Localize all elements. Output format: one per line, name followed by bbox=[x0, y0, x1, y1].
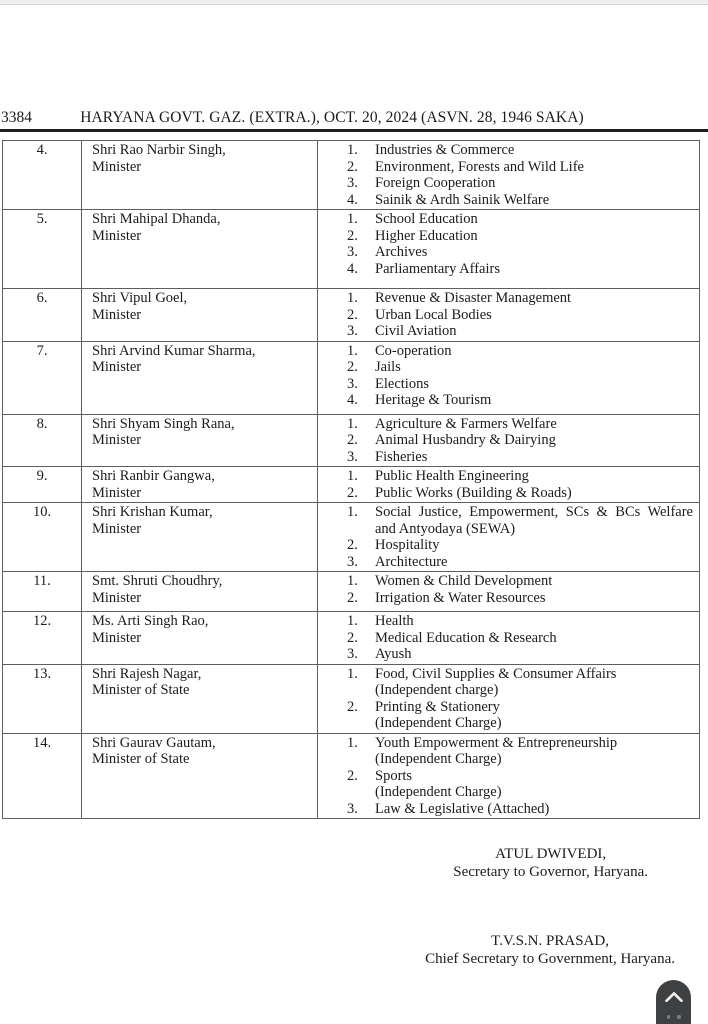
portfolio-number: 2. bbox=[347, 306, 358, 323]
minister-designation: Minister bbox=[92, 359, 142, 375]
minister-designation: Minister bbox=[92, 432, 142, 448]
portfolio-item bbox=[318, 573, 693, 590]
portfolio-number: 2. bbox=[347, 698, 358, 715]
minister-designation: Minister bbox=[92, 484, 142, 501]
minister-name-cell bbox=[82, 289, 318, 342]
portfolios-cell bbox=[318, 503, 700, 572]
scroll-to-top-button[interactable] bbox=[656, 980, 691, 1024]
signatory-name: ATUL DWIVEDI, bbox=[495, 846, 607, 862]
portfolio-text: Co-operation bbox=[375, 342, 452, 359]
portfolio-text: Architecture bbox=[375, 553, 448, 570]
signature-block bbox=[453, 846, 648, 881]
portfolios-cell bbox=[318, 414, 700, 467]
portfolio-item bbox=[318, 735, 693, 768]
minister-name-cell bbox=[82, 612, 318, 665]
signatory-title: Secretary to Governor, Haryana. bbox=[453, 863, 648, 880]
table-row bbox=[3, 503, 700, 572]
portfolio-number: 3. bbox=[347, 175, 358, 191]
portfolio-item bbox=[318, 630, 693, 647]
portfolio-number: 2. bbox=[347, 629, 358, 646]
portfolio-item bbox=[318, 211, 693, 228]
minister-name: Shri Mahipal Dhanda, bbox=[92, 211, 221, 227]
minister-name-cell bbox=[82, 210, 318, 289]
minister-name-cell bbox=[82, 141, 318, 210]
minister-name: Shri Arvind Kumar Sharma, bbox=[92, 342, 256, 359]
minister-name-cell bbox=[82, 664, 318, 733]
row-number-cell: 8. bbox=[3, 414, 82, 467]
row-number-cell: 12. bbox=[3, 612, 82, 665]
portfolio-text: Health bbox=[375, 613, 414, 629]
portfolio-number: 1. bbox=[347, 342, 358, 359]
row-number-cell: 10. bbox=[3, 503, 82, 572]
portfolio-text: Public Works (Building & Roads) bbox=[375, 484, 572, 501]
minister-designation: Minister of State bbox=[92, 682, 190, 698]
portfolio-number: 2. bbox=[347, 158, 358, 175]
portfolio-item bbox=[318, 801, 693, 818]
minister-name: Shri Shyam Singh Rana, bbox=[92, 415, 235, 432]
portfolio-item bbox=[318, 613, 693, 630]
minister-name: Shri Vipul Goel, bbox=[92, 290, 188, 306]
portfolio-text: Foreign Cooperation bbox=[375, 175, 496, 191]
table-row bbox=[3, 341, 700, 414]
portfolio-number: 4. bbox=[347, 191, 358, 208]
portfolio-number: 2. bbox=[347, 227, 358, 244]
portfolio-text: Revenue & Disaster Management bbox=[375, 290, 572, 306]
portfolio-number: 2. bbox=[347, 589, 358, 606]
portfolio-item bbox=[318, 323, 693, 340]
portfolios-cell bbox=[318, 733, 700, 819]
portfolio-item bbox=[318, 449, 693, 466]
portfolios-cell bbox=[318, 341, 700, 414]
portfolio-number: 1. bbox=[347, 142, 358, 158]
portfolio-number: 3. bbox=[347, 646, 358, 662]
portfolio-number: 1. bbox=[347, 613, 358, 629]
row-number-cell: 14. bbox=[3, 733, 82, 819]
viewer-top-edge bbox=[0, 0, 708, 5]
portfolio-number: 2. bbox=[347, 359, 358, 375]
minister-name-cell bbox=[82, 414, 318, 467]
row-number-cell: 13. bbox=[3, 664, 82, 733]
portfolio-text: Ayush bbox=[375, 646, 412, 662]
row-number-cell: 9. bbox=[3, 467, 82, 503]
table-row bbox=[3, 664, 700, 733]
minister-name: Shri Gaurav Gautam, bbox=[92, 734, 216, 751]
portfolio-text: Jails bbox=[375, 359, 401, 375]
portfolios-cell bbox=[318, 141, 700, 210]
portfolio-number: 3. bbox=[347, 553, 358, 570]
minister-designation: Minister bbox=[92, 629, 142, 646]
portfolio-text: School Education bbox=[375, 211, 478, 227]
portfolio-item bbox=[318, 159, 693, 176]
portfolio-text: Irrigation & Water Resources bbox=[375, 589, 546, 606]
portfolio-item bbox=[318, 261, 693, 278]
portfolio-text: Animal Husbandry & Dairying bbox=[375, 432, 556, 448]
dots-icon bbox=[667, 1015, 681, 1019]
table-row bbox=[3, 141, 700, 210]
portfolio-text: Agriculture & Farmers Welfare bbox=[375, 415, 557, 432]
portfolios-cell bbox=[318, 210, 700, 289]
portfolio-item bbox=[318, 432, 693, 449]
portfolio-item bbox=[318, 537, 693, 554]
portfolio-item bbox=[318, 768, 693, 801]
portfolio-number: 4. bbox=[347, 392, 358, 408]
portfolio-number: 4. bbox=[347, 260, 358, 277]
minister-designation: Minister bbox=[92, 306, 142, 323]
signatory-name: T.V.S.N. PRASAD, bbox=[491, 933, 609, 949]
portfolio-item bbox=[318, 343, 693, 360]
minister-designation: Minister bbox=[92, 520, 142, 537]
minister-designation: Minister bbox=[92, 589, 142, 606]
portfolio-number: 2. bbox=[347, 537, 358, 553]
portfolio-item bbox=[318, 175, 693, 192]
row-number-cell: 5. bbox=[3, 210, 82, 289]
portfolio-number: 3. bbox=[347, 323, 358, 339]
portfolio-item bbox=[318, 290, 693, 307]
row-number-cell: 4. bbox=[3, 141, 82, 210]
header-rule bbox=[0, 129, 708, 132]
portfolio-item bbox=[318, 244, 693, 261]
portfolio-item bbox=[318, 392, 693, 409]
portfolio-item bbox=[318, 307, 693, 324]
minister-name-cell bbox=[82, 467, 318, 503]
table-row bbox=[3, 210, 700, 289]
row-number-cell: 7. bbox=[3, 341, 82, 414]
portfolio-number: 1. bbox=[347, 665, 358, 682]
portfolio-number: 2. bbox=[347, 484, 358, 501]
portfolio-text: Public Health Engineering bbox=[375, 468, 529, 484]
portfolio-number: 1. bbox=[347, 504, 358, 520]
portfolio-number: 3. bbox=[347, 244, 358, 260]
table-row bbox=[3, 733, 700, 819]
minister-name-cell bbox=[82, 503, 318, 572]
page-header bbox=[0, 108, 708, 127]
portfolio-number: 3. bbox=[347, 800, 358, 817]
minister-name: Ms. Arti Singh Rao, bbox=[92, 613, 209, 629]
table-row bbox=[3, 572, 700, 612]
portfolio-number: 1. bbox=[347, 415, 358, 432]
portfolio-text: Civil Aviation bbox=[375, 323, 457, 339]
portfolio-text: Medical Education & Research bbox=[375, 629, 557, 646]
portfolio-text: Elections bbox=[375, 375, 429, 392]
signatory-title: Chief Secretary to Government, Haryana. bbox=[425, 950, 675, 967]
portfolios-cell bbox=[318, 612, 700, 665]
portfolios-cell bbox=[318, 289, 700, 342]
portfolio-text: Higher Education bbox=[375, 227, 478, 244]
minister-name: Shri Ranbir Gangwa, bbox=[92, 468, 215, 484]
table-row bbox=[3, 612, 700, 665]
portfolio-text: Women & Child Development bbox=[375, 573, 553, 589]
portfolio-text: Environment, Forests and Wild Life bbox=[375, 158, 584, 175]
portfolio-number: 2. bbox=[347, 432, 358, 448]
portfolio-text: Archives bbox=[375, 244, 428, 260]
portfolio-item bbox=[318, 142, 693, 159]
portfolio-text: Parliamentary Affairs bbox=[375, 260, 500, 277]
portfolio-number: 2. bbox=[347, 767, 358, 784]
minister-designation: Minister of State bbox=[92, 751, 190, 767]
minister-designation: Minister bbox=[92, 227, 142, 244]
portfolio-text: Printing & Stationery (Independent Charge) bbox=[375, 698, 502, 731]
portfolio-text: Heritage & Tourism bbox=[375, 392, 492, 408]
portfolio-text: Food, Civil Supplies & Consumer Affairs (Independent charge) bbox=[375, 665, 617, 698]
page-number: 3384 bbox=[1, 109, 32, 126]
portfolio-number: 1. bbox=[347, 290, 358, 306]
portfolio-item bbox=[318, 554, 693, 571]
portfolio-item bbox=[318, 376, 693, 393]
portfolio-item bbox=[318, 192, 693, 209]
portfolio-text: Sainik & Ardh Sainik Welfare bbox=[375, 191, 550, 208]
minister-name: Smt. Shruti Choudhry, bbox=[92, 573, 223, 589]
minister-designation: Minister bbox=[92, 158, 142, 175]
portfolios-cell bbox=[318, 467, 700, 503]
portfolio-text: Hospitality bbox=[375, 537, 440, 553]
table-body bbox=[3, 141, 700, 819]
portfolio-number: 3. bbox=[347, 448, 358, 465]
signature-block bbox=[425, 933, 675, 968]
portfolio-text: Urban Local Bodies bbox=[375, 306, 492, 323]
portfolio-item bbox=[318, 416, 693, 433]
portfolio-text: Fisheries bbox=[375, 448, 428, 465]
portfolios-cell bbox=[318, 664, 700, 733]
minister-name-cell bbox=[82, 572, 318, 612]
portfolio-text: Industries & Commerce bbox=[375, 142, 515, 158]
portfolio-item bbox=[318, 666, 693, 699]
portfolio-item bbox=[318, 504, 693, 537]
row-number-cell: 6. bbox=[3, 289, 82, 342]
table-row bbox=[3, 414, 700, 467]
gazette-header-title: HARYANA GOVT. GAZ. (EXTRA.), OCT. 20, 2024 (ASVN. 28, 1946 SAKA) bbox=[80, 109, 584, 126]
portfolio-text: Law & Legislative (Attached) bbox=[375, 800, 550, 817]
chevron-up-icon bbox=[665, 992, 683, 1002]
minister-name-cell bbox=[82, 341, 318, 414]
row-number-cell: 11. bbox=[3, 572, 82, 612]
table-row bbox=[3, 289, 700, 342]
portfolio-number: 1. bbox=[347, 573, 358, 589]
portfolio-number: 1. bbox=[347, 468, 358, 484]
portfolio-item bbox=[318, 590, 693, 607]
portfolio-number: 1. bbox=[347, 734, 358, 751]
portfolio-number: 1. bbox=[347, 211, 358, 227]
portfolio-item bbox=[318, 646, 693, 663]
portfolio-item bbox=[318, 485, 693, 502]
portfolios-cell bbox=[318, 572, 700, 612]
ministers-portfolio-table bbox=[2, 140, 700, 819]
portfolio-text: Sports (Independent Charge) bbox=[375, 767, 502, 800]
portfolio-text: Social Justice, Empowerment, SCs & BCs Welfare and Antyodaya (SEWA) bbox=[375, 504, 693, 537]
portfolio-item bbox=[318, 468, 693, 485]
portfolio-number: 3. bbox=[347, 375, 358, 392]
table-row bbox=[3, 467, 700, 503]
minister-name: Shri Krishan Kumar, bbox=[92, 504, 213, 520]
minister-name: Shri Rao Narbir Singh, bbox=[92, 142, 226, 158]
minister-name: Shri Rajesh Nagar, bbox=[92, 665, 202, 682]
portfolio-item bbox=[318, 699, 693, 732]
portfolio-item bbox=[318, 228, 693, 245]
portfolio-item bbox=[318, 359, 693, 376]
minister-name-cell bbox=[82, 733, 318, 819]
portfolio-text: Youth Empowerment & Entrepreneurship (Independent Charge) bbox=[375, 734, 618, 767]
